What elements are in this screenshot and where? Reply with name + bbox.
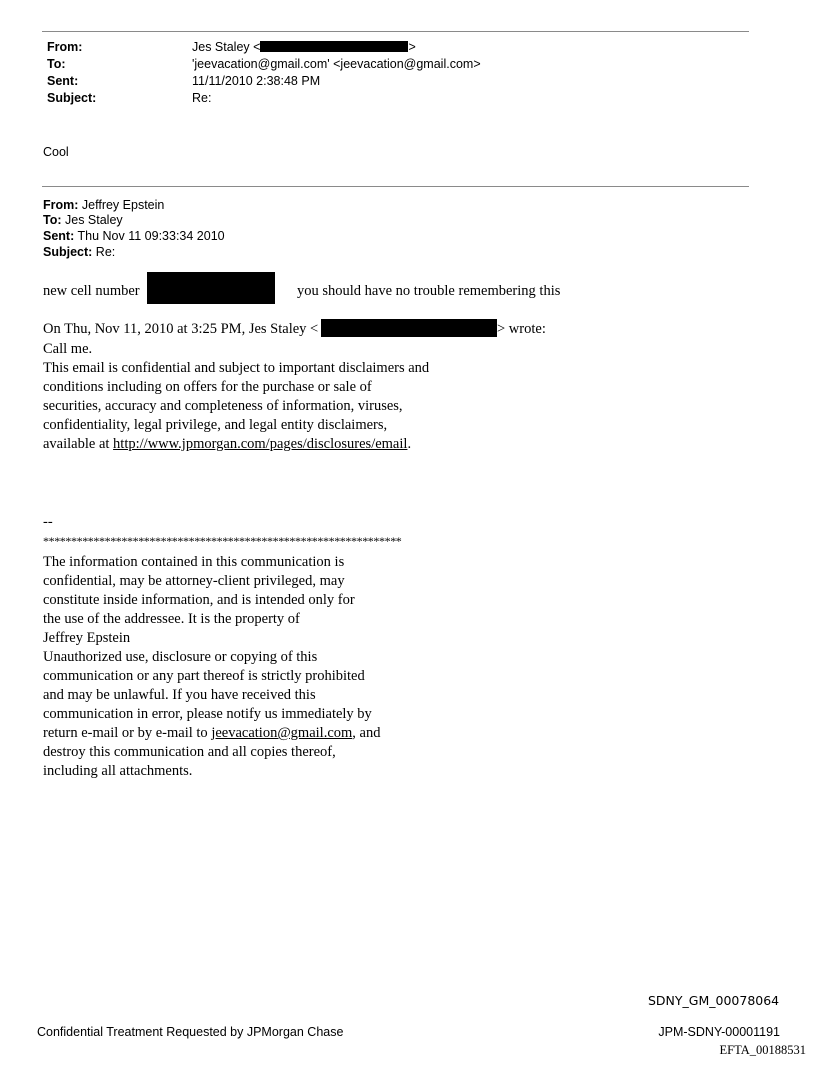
m2-from-line: [43, 198, 164, 213]
bates-sdny: SDNY_GM_00078064: [648, 993, 780, 1008]
disclaimer-line: and may be unlawful. If you have received this: [43, 687, 316, 703]
cell-number-post: you should have no trouble remembering this: [297, 283, 561, 299]
quote-line: confidentiality, legal privilege, and legal entity disclaimers,: [43, 417, 388, 433]
sent-value: 11/11/2010 2:38:48 PM: [192, 74, 321, 88]
to-label: To:: [47, 57, 66, 71]
quote-line: securities, accuracy and completeness of information, viruses,: [43, 398, 403, 414]
redaction-block: [260, 41, 408, 52]
disclaimer-line: The information contained in this communication is: [43, 554, 345, 570]
disclaimer-line: Unauthorized use, disclosure or copying of this: [43, 649, 318, 665]
redaction-block: [321, 319, 497, 337]
redaction-block: [147, 272, 275, 304]
quote-line: conditions including on offers for the purchase or sale of: [43, 379, 372, 395]
top-divider: [42, 31, 749, 32]
m2-subject-label: Subject:: [43, 245, 93, 259]
bates-jpm: JPM-SDNY-00001191: [658, 1025, 780, 1039]
signature-stars: ****************************************************************: [43, 534, 402, 548]
disclaimer-line: the use of the addressee. It is the property of: [43, 611, 300, 627]
m2-from-value: Jeffrey Epstein: [78, 198, 165, 212]
signature-dash: --: [43, 514, 53, 530]
m2-subject-line: [43, 245, 115, 260]
sent-label: Sent:: [47, 74, 79, 88]
from-label: From:: [47, 40, 83, 54]
disclaimer-line: destroy this communication and all copies thereof,: [43, 744, 336, 760]
quote-intro-pre: On Thu, Nov 11, 2010 at 3:25 PM, Jes Staley <: [43, 321, 319, 337]
quote-link-post: .: [407, 436, 412, 452]
disclaimer-line: Jeffrey Epstein: [43, 630, 131, 646]
quote-line: Call me.: [43, 341, 93, 357]
m2-sent-value: Thu Nov 11 09:33:34 2010: [74, 229, 225, 243]
from-close: >: [408, 40, 416, 54]
disclaimer-email-post: , and: [352, 725, 381, 741]
to-value: 'jeevacation@gmail.com' <jeevacation@gmail.com>: [192, 57, 481, 71]
bates-efta: EFTA_00188531: [719, 1043, 806, 1057]
disclaimer-line: communication in error, please notify us immediately by: [43, 706, 372, 722]
disclaimer-line: communication or any part thereof is strictly prohibited: [43, 668, 365, 684]
m2-from-label: From:: [43, 198, 79, 212]
cell-number-line: [43, 283, 140, 300]
m2-to-value: Jes Staley: [61, 213, 123, 227]
message1-body: Cool: [43, 145, 69, 159]
message-divider: [42, 186, 749, 187]
subject-value: Re:: [192, 91, 212, 105]
m2-to-line: [43, 213, 123, 228]
from-name: Jes Staley <: [192, 40, 261, 54]
subject-label: Subject:: [47, 91, 97, 105]
m2-sent-line: [43, 229, 225, 244]
quote-intro-post: > wrote:: [497, 321, 546, 337]
from-value: [192, 41, 416, 54]
m2-subject-value: Re:: [92, 245, 116, 259]
m2-to-label: To:: [43, 213, 62, 227]
disclosures-link[interactable]: http://www.jpmorgan.com/pages/disclosures/email: [113, 436, 408, 452]
quote-link-pre: available at: [43, 436, 114, 452]
disclaimer-email-line: [43, 724, 380, 743]
disclaimer-line: confidential, may be attorney-client privileged, may: [43, 573, 345, 589]
confidential-notice: Confidential Treatment Requested by JPMorgan Chase: [37, 1025, 344, 1039]
quote-line: This email is confidential and subject to important disclaimers and: [43, 360, 430, 376]
disclaimer-line: including all attachments.: [43, 763, 193, 779]
disclaimer-line: constitute inside information, and is intended only for: [43, 592, 355, 608]
cell-number-pre: new cell number: [43, 283, 140, 299]
disclaimer-email-pre: return e-mail or by e-mail to: [43, 725, 212, 741]
quote-link-line: [43, 435, 411, 454]
email-link[interactable]: jeevacation@gmail.com: [211, 725, 353, 741]
m2-sent-label: Sent:: [43, 229, 75, 243]
